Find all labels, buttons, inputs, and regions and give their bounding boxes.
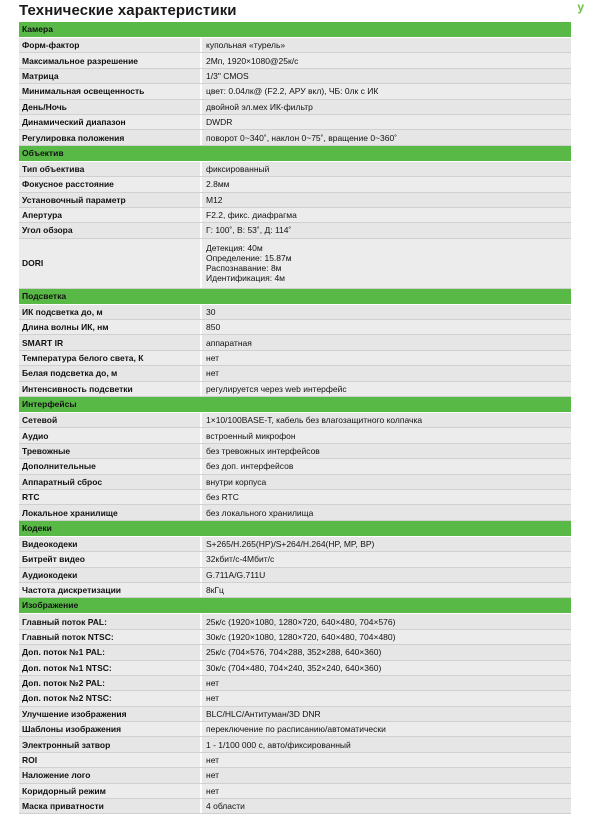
spec-value: встроенный микрофон xyxy=(206,430,296,441)
spec-row xyxy=(19,413,571,428)
spec-value: внутри корпуса xyxy=(206,476,267,487)
spec-label: Частота дискретизации xyxy=(19,583,202,597)
spec-value-line: Идентификация: 4м xyxy=(206,273,286,284)
spec-label: Установочный параметр xyxy=(19,193,202,207)
section-header: Кодеки xyxy=(19,521,571,537)
spec-row xyxy=(19,177,571,192)
spec-value: 25к/с (1920×1080, 1280×720, 640×480, 704×576) xyxy=(206,616,396,627)
spec-value: нет xyxy=(206,770,220,781)
spec-row xyxy=(19,630,571,645)
spec-section xyxy=(19,521,571,599)
spec-label: SMART IR xyxy=(19,335,202,349)
spec-label: ROI xyxy=(19,753,202,767)
spec-label: Аудио xyxy=(19,428,202,442)
spec-label: Аппаратный сброс xyxy=(19,475,202,489)
spec-row xyxy=(19,737,571,752)
spec-value: без локального хранилища xyxy=(206,507,314,518)
spec-label: Улучшение изображения xyxy=(19,707,202,721)
spec-row xyxy=(19,130,571,145)
spec-label: Регулировка положения xyxy=(19,130,202,144)
section-header: Объектив xyxy=(19,146,571,162)
spec-label: Главный поток PAL: xyxy=(19,614,202,628)
spec-label: Шаблоны изображения xyxy=(19,722,202,736)
section-header: Изображение xyxy=(19,598,571,614)
spec-value: 30к/с (704×480, 704×240, 352×240, 640×360) xyxy=(206,662,382,673)
spec-label: Динамический диапазон xyxy=(19,115,202,129)
spec-label: Угол обзора xyxy=(19,223,202,237)
spec-label: Битрейт видео xyxy=(19,552,202,566)
spec-label: Коридорный режим xyxy=(19,784,202,798)
spec-value: нет xyxy=(206,785,220,796)
spec-row xyxy=(19,691,571,706)
spec-row xyxy=(19,676,571,691)
spec-section xyxy=(19,146,571,289)
spec-label: DORI xyxy=(19,239,202,288)
spec-value: нет xyxy=(206,353,220,364)
spec-value: DWDR xyxy=(206,117,233,128)
spec-label: Аудиокодеки xyxy=(19,568,202,582)
spec-table xyxy=(19,22,571,814)
spec-row xyxy=(19,505,571,520)
spec-label: Доп. поток №1 PAL: xyxy=(19,645,202,659)
spec-value: 30к/с (1920×1080, 1280×720, 640×480, 704×480) xyxy=(206,631,396,642)
spec-value: купольная «турель» xyxy=(206,40,286,51)
spec-row xyxy=(19,707,571,722)
spec-value: G.711A/G.711U xyxy=(206,569,266,580)
spec-value: регулируется через web интерфейс xyxy=(206,383,347,394)
spec-value: S+265/H.265(HP)/S+264/H.264(HP, MP, BP) xyxy=(206,538,375,549)
spec-row xyxy=(19,351,571,366)
page-title: Технические характеристики xyxy=(19,2,237,19)
spec-value: Г: 100˚, В: 53˚, Д: 114˚ xyxy=(206,225,292,236)
section-header: Подсветка xyxy=(19,289,571,305)
spec-value-line: Детекция: 40м xyxy=(206,243,263,254)
spec-value: без доп. интерфейсов xyxy=(206,461,294,472)
spec-row xyxy=(19,552,571,567)
spec-value: 2.8мм xyxy=(206,179,230,190)
spec-row xyxy=(19,799,571,814)
spec-label: Максимальное разрешение xyxy=(19,53,202,67)
spec-label: Электронный затвор xyxy=(19,737,202,751)
spec-row xyxy=(19,753,571,768)
spec-value: 32кбит/с-4Мбит/с xyxy=(206,554,275,565)
spec-label: Матрица xyxy=(19,69,202,83)
spec-row xyxy=(19,100,571,115)
spec-label: Температура белого света, К xyxy=(19,351,202,365)
spec-row xyxy=(19,645,571,660)
spec-value: 25к/с (704×576, 704×288, 352×288, 640×360) xyxy=(206,647,382,658)
spec-value: 4 области xyxy=(206,801,245,812)
spec-row xyxy=(19,475,571,490)
spec-row xyxy=(19,223,571,238)
spec-value: переключение по расписанию/автоматически xyxy=(206,724,386,735)
spec-value-line: Распознавание: 8м xyxy=(206,263,282,274)
spec-row xyxy=(19,722,571,737)
spec-row xyxy=(19,208,571,223)
spec-row xyxy=(19,444,571,459)
spec-label: Минимальная освещенность xyxy=(19,84,202,98)
spec-value: без тревожных интерфейсов xyxy=(206,446,320,456)
spec-section xyxy=(19,289,571,397)
spec-row xyxy=(19,162,571,177)
spec-label: Апертура xyxy=(19,208,202,222)
spec-value: цвет: 0.04лк@ (F2.2, АРУ вкл), ЧБ: 0лк с ИК xyxy=(206,86,379,97)
spec-label: ИК подсветка до, м xyxy=(19,305,202,319)
spec-value: нет xyxy=(206,678,220,689)
spec-label: Локальное хранилище xyxy=(19,505,202,519)
spec-value: поворот 0~340˚, наклон 0~75˚, вращение 0~360˚ xyxy=(206,132,398,143)
spec-value: 2Мп, 1920×1080@25к/с xyxy=(206,55,299,66)
spec-label: Интенсивность подсветки xyxy=(19,382,202,396)
spec-label: Дополнительные xyxy=(19,459,202,473)
spec-row xyxy=(19,583,571,598)
spec-label: Тип объектива xyxy=(19,162,202,176)
spec-row xyxy=(19,661,571,676)
spec-section xyxy=(19,598,571,814)
spec-row xyxy=(19,53,571,68)
spec-row xyxy=(19,115,571,130)
spec-label: Доп. поток №2 NTSC: xyxy=(19,691,202,705)
spec-label: Длина волны ИК, нм xyxy=(19,320,202,334)
spec-label: Наложение лого xyxy=(19,768,202,782)
spec-row xyxy=(19,382,571,397)
brand-mark: y xyxy=(577,0,584,14)
section-header: Интерфейсы xyxy=(19,397,571,413)
spec-section xyxy=(19,397,571,521)
spec-value-line: Определение: 15.87м xyxy=(206,253,292,264)
spec-label: День/Ночь xyxy=(19,100,202,114)
spec-value: 1×10/100BASE-T, кабель без влагозащитного колпачка xyxy=(206,415,423,426)
spec-row xyxy=(19,320,571,335)
spec-row xyxy=(19,366,571,381)
spec-row xyxy=(19,784,571,799)
spec-value: F2.2, фикс. диафрагма xyxy=(206,210,297,221)
spec-value: M12 xyxy=(206,194,223,205)
spec-row xyxy=(19,305,571,320)
spec-value: 30 xyxy=(206,306,216,317)
spec-row xyxy=(19,768,571,783)
spec-value: нет xyxy=(206,755,220,766)
spec-label: Фокусное расстояние xyxy=(19,177,202,191)
spec-value xyxy=(202,239,571,288)
spec-row xyxy=(19,568,571,583)
spec-row xyxy=(19,490,571,505)
spec-label: Главный поток NTSC: xyxy=(19,630,202,644)
spec-row xyxy=(19,193,571,208)
spec-value: нет xyxy=(206,693,220,704)
section-header: Камера xyxy=(19,22,571,38)
spec-row xyxy=(19,459,571,474)
spec-row xyxy=(19,335,571,350)
spec-row xyxy=(19,38,571,53)
spec-value: 1/3" CMOS xyxy=(206,70,249,81)
spec-value: нет xyxy=(206,368,220,379)
spec-value: без RTC xyxy=(206,492,239,503)
spec-row xyxy=(19,537,571,552)
spec-value: фиксированный xyxy=(206,163,270,174)
spec-label: RTC xyxy=(19,490,202,504)
spec-value: 1 - 1/100 000 с, авто/фиксированный xyxy=(206,739,351,750)
spec-label: Видеокодеки xyxy=(19,537,202,551)
spec-value: двойной эл.мех ИК-фильтр xyxy=(206,101,313,112)
spec-label: Форм-фактор xyxy=(19,38,202,52)
spec-label: Тревожные xyxy=(19,444,202,458)
spec-row xyxy=(19,69,571,84)
spec-section xyxy=(19,22,571,146)
spec-row xyxy=(19,614,571,629)
spec-value: 8кГц xyxy=(206,585,224,596)
spec-label: Доп. поток №1 NTSC: xyxy=(19,661,202,675)
spec-value: 850 xyxy=(206,322,221,333)
spec-label: Сетевой xyxy=(19,413,202,427)
spec-row xyxy=(19,428,571,443)
spec-label: Доп. поток №2 PAL: xyxy=(19,676,202,690)
spec-label: Белая подсветка до, м xyxy=(19,366,202,380)
spec-label: Маска приватности xyxy=(19,799,202,813)
spec-value: аппаратная xyxy=(206,337,252,348)
spec-value: BLC/HLC/Антитуман/3D DNR xyxy=(206,708,321,719)
spec-row xyxy=(19,239,571,289)
spec-row xyxy=(19,84,571,99)
